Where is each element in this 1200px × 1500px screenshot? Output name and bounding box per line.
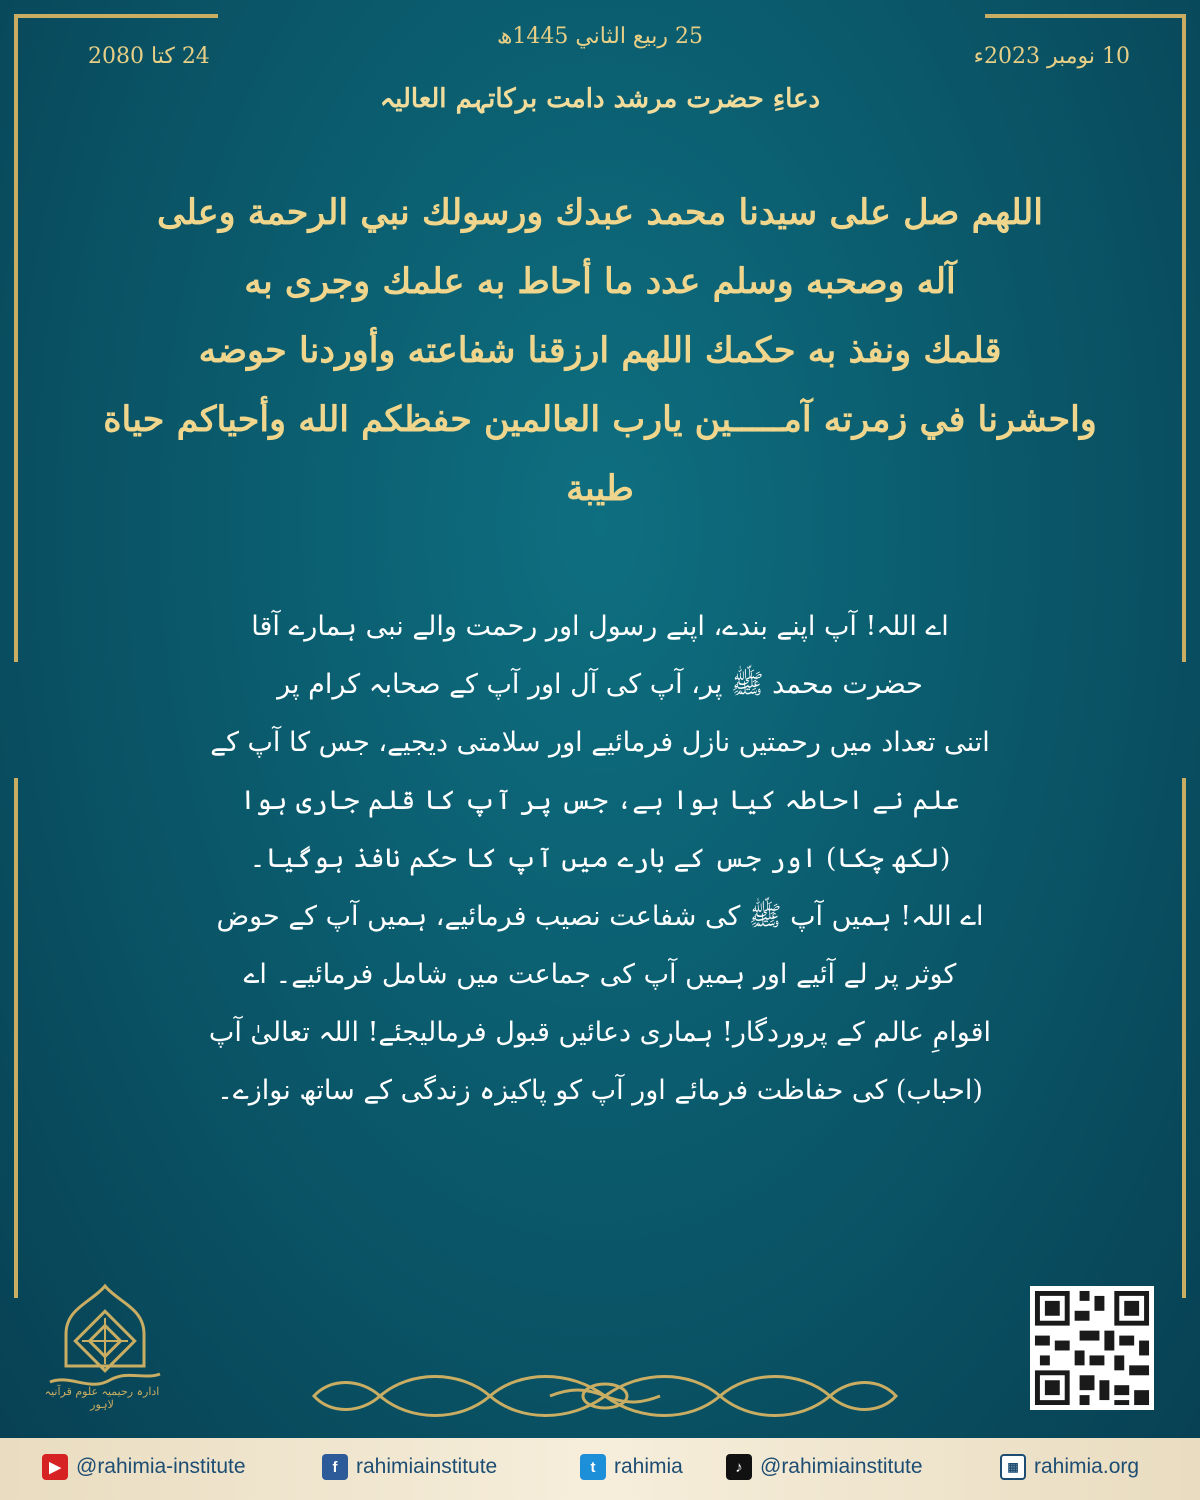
facebook-link[interactable] [322,1454,497,1480]
frame-top-right [985,14,1186,18]
urdu-line: اے اللہ! ہمیں آپ ﷺ کی شفاعت نصیب فرمائیے، ہمیں آپ کے حوض [216,901,984,932]
urdu-line: اتنی تعداد میں رحمتیں نازل فرمائیے اور سلامتی دیجیے، جس کا آپ کے [210,727,990,758]
facebook-handle: rahimiainstitute [356,1455,498,1478]
urdu-line: علم نے احاطہ کیا ہوا ہے، جس پر آپ کا قلم جاری ہوا [240,785,960,816]
arabic-prayer [70,178,1130,523]
web-qr-icon: ▦ [1000,1454,1026,1480]
youtube-link[interactable] [42,1454,246,1480]
tiktok-icon: ♪ [726,1454,752,1480]
urdu-line: اقوامِ عالم کے پروردگار! ہماری دعائیں قبول فرمالیجئے! اللہ تعالیٰ آپ [208,1017,992,1048]
page-title: دعاءِ حضرت مرشد دامت برکاتہم العالیہ [379,84,821,114]
arabic-line: آله وصحبه وسلم عدد ما أحاط به علمك وجرى به [244,261,956,302]
website-url: rahimia.org [1034,1455,1140,1478]
urdu-line: اے اللہ! آپ اپنے بندے، اپنے رسول اور رحمت والے نبی ہمارے آقا [251,611,949,642]
youtube-icon: ▶ [42,1454,68,1480]
bikrami-date: 24 کتا 2080 [88,44,210,69]
urdu-line: کوثر پر لے آئیے اور ہمیں آپ کی جماعت میں شامل فرمائیے۔ اے [243,959,957,990]
tiktok-link[interactable] [726,1454,923,1480]
footer-social-bar [0,1438,1200,1500]
twitter-icon: t [580,1454,606,1480]
twitter-link[interactable] [580,1454,683,1480]
urdu-line: (لکھ چکا) اور جس کے بارے میں آپ کا حکم نافذ ہوگیا۔ [249,843,951,874]
arabic-line: واحشرنا في زمرته آمـــــين يارب العالمين حفظكم الله وأحياكم حياة [103,399,1097,440]
hijri-date: 25 ربیع الثاني 1445ھ [496,24,704,49]
logo-subtitle: ادارہ رحیمیہ علوم قرآنیہ لاہور [44,1385,160,1411]
frame-top-left [14,14,218,18]
arabic-line: قلمك ونفذ به حكمك اللهم ارزقنا شفاعته وأوردنا حوضه [198,330,1002,371]
urdu-line: (احباب) کی حفاظت فرمائے اور آپ کو پاکیزہ زندگی کے ساتھ نوازے۔ [217,1075,983,1106]
frame-left-bottom [14,778,18,1298]
facebook-icon: f [322,1454,348,1480]
tiktok-handle: @rahimiainstitute [760,1455,923,1478]
youtube-handle: @rahimia-institute [76,1455,246,1478]
qr-code-icon[interactable] [1030,1286,1154,1410]
urdu-line: حضرت محمد ﷺ پر، آپ کی آل اور آپ کے صحابہ کرام پر [277,669,923,700]
arabic-line: طيبة [566,468,634,509]
urdu-translation [110,598,1090,1120]
arabic-line: اللهم صل على سيدنا محمد عبدك ورسولك نبي الرحمة وعلى [157,192,1043,233]
ornament-divider-icon [300,1368,910,1424]
gregorian-date: 10 نومبر 2023ء [973,44,1130,69]
twitter-handle: rahimia [614,1455,683,1478]
website-link[interactable] [1000,1454,1139,1480]
frame-right-bottom [1182,778,1186,1298]
